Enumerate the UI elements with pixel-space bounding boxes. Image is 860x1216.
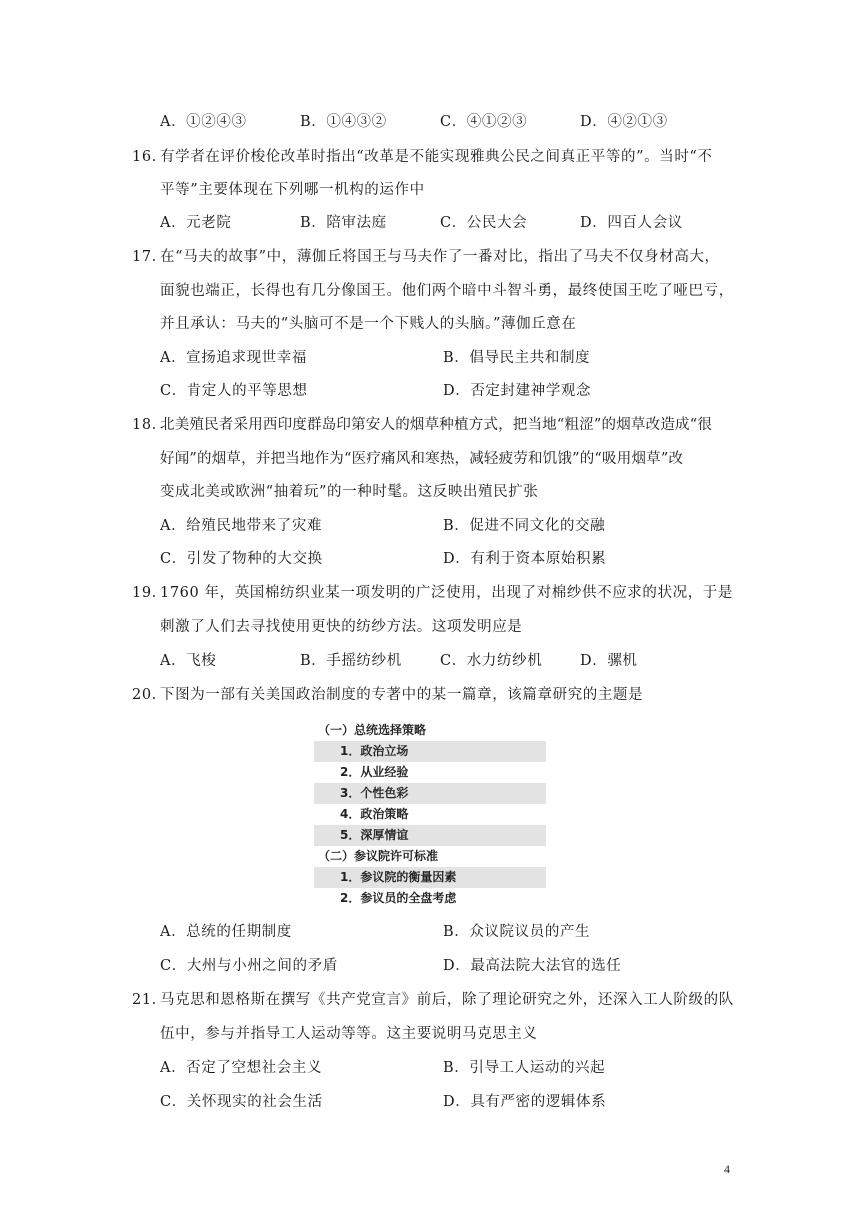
figure-section-heading: （二）参议院许可标准	[318, 849, 439, 863]
q18-text-line-1: 北美殖民者采用西印度群岛印第安人的烟草种植方式，把当地“粗涩”的烟草改造成“很	[160, 417, 713, 433]
figure-row	[314, 867, 546, 888]
figure-item: 5．深厚情谊	[340, 828, 409, 842]
figure-row	[314, 783, 546, 804]
q19-option-c: C．水力纺纱机	[440, 653, 543, 669]
q16-option-d: D．四百人会议	[580, 215, 683, 231]
figure-row	[314, 720, 546, 741]
q19-number: 19.	[132, 585, 157, 601]
q19-text-line-1: 1760 年，英国棉纺织业某一项发明的广泛使用，出现了对棉纱供不应求的状况，于是	[160, 585, 734, 601]
q16-text-line-1: 有学者在评价梭伦改革时指出“改革是不能实现雅典公民之间真正平等的”。当时“不	[160, 149, 713, 165]
page-number: 4	[724, 1162, 730, 1176]
q20-option-b: B．众议院议员的产生	[443, 924, 591, 940]
q18-number: 18.	[132, 417, 157, 433]
figure-item: 4．政治策略	[340, 807, 409, 821]
q17-option-a: A．宣扬追求现世幸福	[160, 350, 307, 366]
q17-text-line-2: 面貌也端正，长得也有几分像国王。他们两个暗中斗智斗勇，最终使国王吃了哑巴亏，	[160, 283, 734, 299]
figure-item: 2．参议员的全盘考虑	[340, 891, 457, 905]
q16-number: 16.	[132, 149, 157, 165]
q17-option-b: B．倡导民主共和制度	[443, 350, 591, 366]
q21-option-a: A．否定了空想社会主义	[160, 1060, 323, 1076]
q21-number: 21.	[132, 992, 157, 1008]
q19-option-d: D．骡机	[580, 653, 638, 669]
q21-text-line-1: 马克思和恩格斯在撰写《共产党宣言》前后，除了理论研究之外，还深入工人阶级的队	[160, 992, 734, 1008]
q16-text-line-2: 平等”主要体现在下列哪一机构的运作中	[160, 182, 425, 198]
q15-option-d: D．④②①③	[580, 114, 668, 130]
q19-text-line-2: 刺激了人们去寻找使用更快的纺纱方法。这项发明应是	[160, 619, 523, 635]
figure-item: 1．政治立场	[340, 744, 409, 758]
q20-option-d: D．最高法院大法官的选任	[443, 958, 622, 974]
q17-option-d: D．否定封建神学观念	[443, 383, 592, 399]
q17-number: 17.	[132, 249, 157, 265]
figure-item: 2．从业经验	[340, 765, 409, 779]
q20-text-line-1: 下图为一部有关美国政治制度的专著中的某一篇章，该篇章研究的主题是	[160, 687, 644, 703]
q21-option-b: B．引导工人运动的兴起	[443, 1060, 606, 1076]
figure-row	[314, 741, 546, 762]
q16-option-a: A．元老院	[160, 215, 232, 231]
q21-text-line-2: 伍中，参与并指导工人运动等等。这主要说明马克思主义	[160, 1026, 538, 1042]
q19-option-b: B．手摇纺纱机	[300, 653, 402, 669]
q18-option-d: D．有利于资本原始积累	[443, 551, 607, 567]
q16-option-c: C．公民大会	[440, 215, 528, 231]
figure-row	[314, 804, 546, 825]
q18-option-a: A．给殖民地带来了灾难	[160, 518, 323, 534]
q15-option-b: B．①④③②	[300, 114, 387, 130]
q18-text-line-2: 好闻”的烟草，并把当地作为“医疗痛风和寒热，减轻疲劳和饥饿”的“吸用烟草”改	[160, 451, 684, 467]
figure-row	[314, 762, 546, 783]
q20-number: 20.	[132, 687, 157, 703]
figure-item: 1．参议院的衡量因素	[340, 870, 457, 884]
q18-text-line-3: 变成北美或欧洲“抽着玩”的一种时髦。这反映出殖民扩张	[160, 484, 539, 500]
q21-option-d: D．具有严密的逻辑体系	[443, 1094, 607, 1110]
figure-row	[314, 846, 546, 867]
q20-figure-outline	[314, 720, 546, 912]
figure-row	[314, 888, 546, 909]
q17-text-line-1: 在“马夫的故事”中，薄伽丘将国王与马夫作了一番对比，指出了马夫不仅身材高大，	[160, 249, 720, 265]
q20-option-a: A．总统的任期制度	[160, 924, 292, 940]
q20-option-c: C．大州与小州之间的矛盾	[160, 958, 338, 974]
q18-option-b: B．促进不同文化的交融	[443, 518, 606, 534]
q17-text-line-3: 并且承认：马夫的“头脑可不是一个下贱人的头脑。”薄伽丘意在	[160, 316, 577, 332]
q21-option-c: C．关怀现实的社会生活	[160, 1094, 323, 1110]
q15-option-c: C．④①②③	[440, 114, 528, 130]
q19-option-a: A．飞梭	[160, 653, 217, 669]
q17-option-c: C．肯定人的平等思想	[160, 383, 308, 399]
figure-row	[314, 825, 546, 846]
q16-option-b: B．陪审法庭	[300, 215, 387, 231]
q18-option-c: C．引发了物种的大交换	[160, 551, 323, 567]
figure-item: 3．个性色彩	[340, 786, 409, 800]
q15-option-a: A．①②④③	[160, 114, 247, 130]
figure-section-heading: （一）总统选择策略	[318, 723, 427, 737]
